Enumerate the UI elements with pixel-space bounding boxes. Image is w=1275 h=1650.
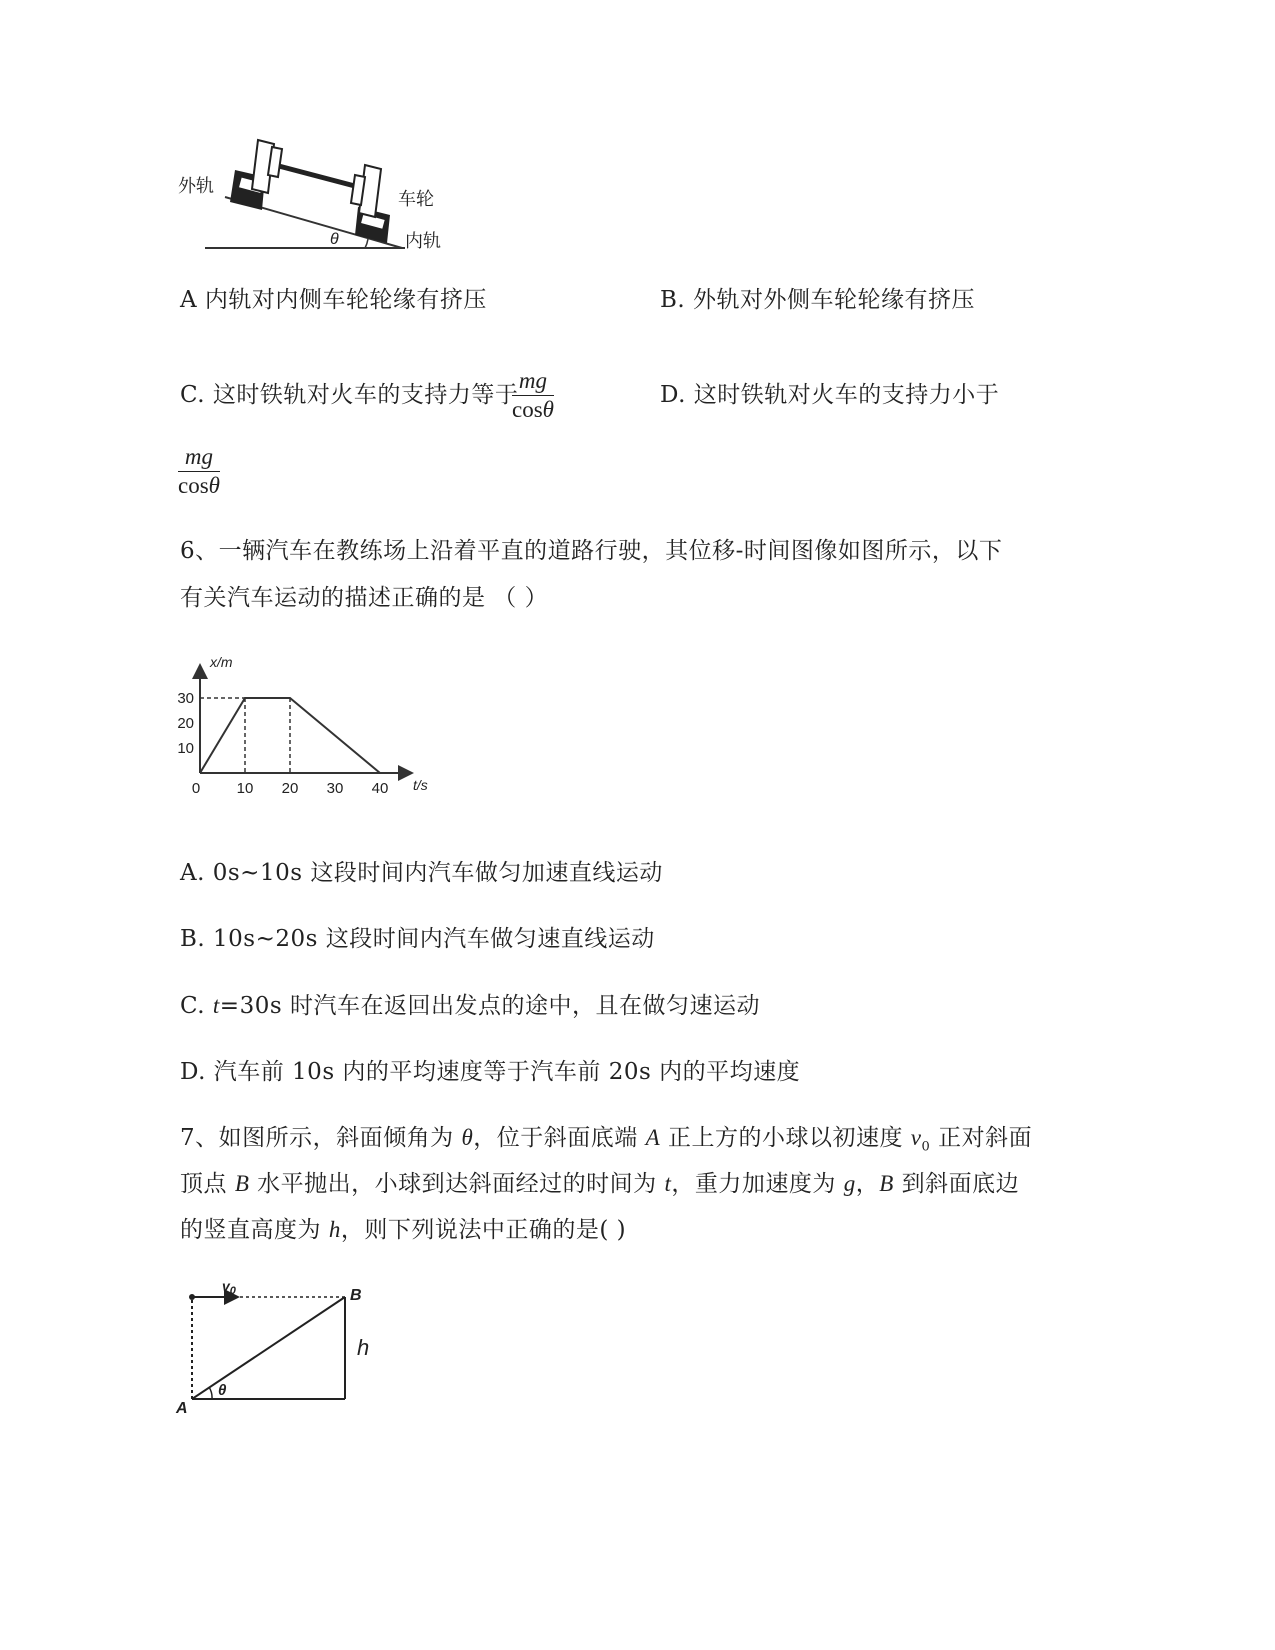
q6-stem-line1: 6、一辆汽车在教练场上沿着平直的道路行驶，其位移-时间图像如图所示，以下 (180, 538, 1003, 564)
theta-label: θ (218, 1382, 227, 1399)
incline-figure (170, 1275, 390, 1420)
velocity-label (222, 1278, 237, 1297)
q7-text: ，则下列说法中正确的是( ) (340, 1217, 627, 1243)
q7-point-a: A (645, 1125, 661, 1150)
fraction-numerator: mg (184, 444, 214, 469)
q7-text: 正上方的小球以初速度 (660, 1125, 911, 1151)
q7-point-b: B (234, 1171, 250, 1196)
wheel-label: 车轮 (398, 189, 434, 209)
q6-option-c-prefix: C. (180, 993, 213, 1019)
q7-text: 7、如图所示，斜面倾角为 (180, 1125, 462, 1151)
q7-stem-line2 (180, 1169, 1019, 1199)
velocity-symbol: v (222, 1278, 230, 1294)
q7-text: ， (855, 1171, 880, 1197)
fraction-denominator-var: θ (542, 397, 554, 422)
x-tick-label: 0 (191, 780, 201, 797)
q7-time: t (664, 1171, 672, 1196)
angle-label: θ (330, 231, 339, 248)
q6-option-c-rest: =30s 时汽车在返回出发点的途中，且在做匀速运动 (219, 993, 760, 1019)
q7-text: 水平抛出，小球到达斜面经过的时间为 (249, 1171, 665, 1197)
q5-option-d-fraction (178, 444, 220, 499)
y-tick-label: 10 (177, 740, 194, 757)
rail-wheel-figure (170, 135, 460, 260)
q7-theta: θ (461, 1125, 474, 1150)
q7-stem-line1 (180, 1123, 1032, 1163)
x-tick-label: 20 (281, 780, 299, 797)
q7-text: 顶点 (180, 1171, 235, 1197)
q7-v0: v (910, 1125, 922, 1150)
q6-option-b: B. 10s~20s 这段时间内汽车做匀速直线运动 (180, 926, 655, 952)
y-tick-label: 30 (177, 690, 194, 707)
q6-option-c-var: t (212, 993, 220, 1018)
q5-option-c-fraction (512, 368, 554, 423)
y-tick-label: 20 (177, 715, 194, 732)
point-a-label: A (176, 1400, 188, 1417)
fraction-denominator-var: θ (208, 473, 220, 498)
height-label: h (357, 1335, 370, 1360)
q5-option-d: D. 这时铁轨对火车的支持力小于 (660, 382, 1000, 408)
q7-text: 的竖直高度为 (180, 1217, 329, 1243)
fraction-numerator: mg (518, 368, 548, 393)
q7-height: h (328, 1217, 341, 1242)
q5-option-b: B. 外轨对外侧车轮轮缘有挤压 (660, 287, 976, 313)
position-time-chart (170, 645, 450, 805)
fraction-denominator-fn: cos (178, 473, 209, 498)
q5-option-c: C. 这时铁轨对火车的支持力等于 (180, 382, 519, 408)
q7-text: ，重力加速度为 (671, 1171, 844, 1197)
q6-option-d: D. 汽车前 10s 内的平均速度等于汽车前 20s 内的平均速度 (180, 1059, 801, 1085)
q6-option-a: A. 0s~10s 这段时间内汽车做匀加速直线运动 (180, 860, 663, 886)
ball (189, 1294, 195, 1300)
q7-text: ，位于斜面底端 (473, 1125, 646, 1151)
q7-text: 到斜面底边 (893, 1171, 1020, 1197)
fraction-denominator-fn: cos (512, 397, 543, 422)
q7-stem-line3 (180, 1215, 626, 1245)
y-axis-label: x/m (210, 654, 233, 670)
q7-text: 正对斜面 (930, 1125, 1033, 1151)
x-tick-label: 30 (326, 780, 344, 797)
x-axis-label: t/s (413, 777, 428, 793)
inner-rail-label: 内轨 (405, 231, 441, 251)
velocity-subscript: 0 (229, 1285, 236, 1297)
point-b-label: B (350, 1287, 362, 1304)
q7-gravity: g (843, 1171, 856, 1196)
q7-v0-sub: 0 (921, 1139, 931, 1155)
q5-option-a: A 内轨对内侧车轮轮缘有挤压 (180, 287, 487, 313)
q7-point-b: B (879, 1171, 894, 1196)
x-tick-label: 40 (371, 780, 389, 797)
x-tick-label: 10 (236, 780, 254, 797)
q6-stem-line2: 有关汽车运动的描述正确的是 （ ） (180, 585, 549, 611)
outer-rail-label: 外轨 (178, 176, 214, 196)
q6-option-c (180, 991, 760, 1021)
